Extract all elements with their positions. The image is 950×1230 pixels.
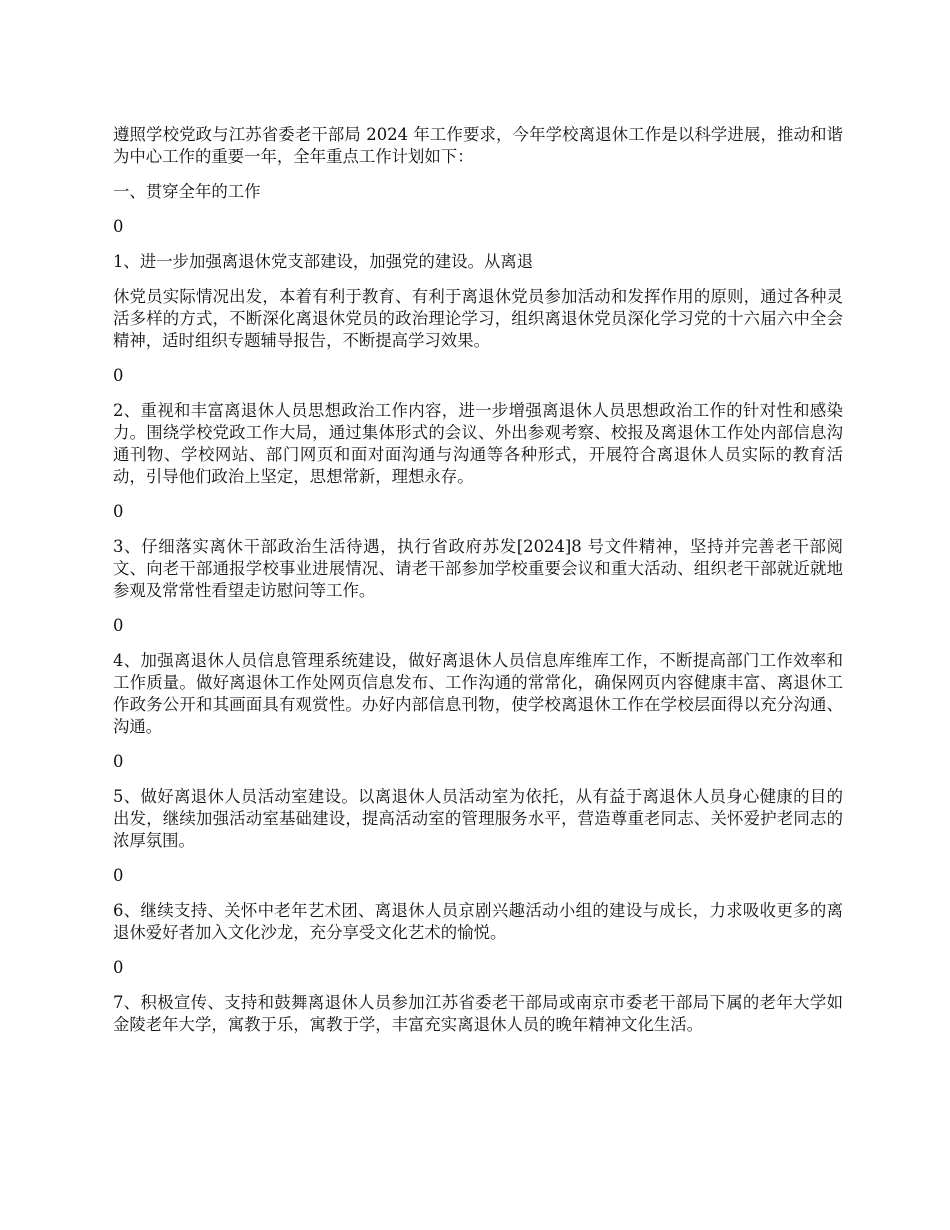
separator-zero: 0 [113, 217, 124, 236]
separator-zero: 0 [113, 866, 124, 885]
intro-paragraph: 遵照学校党政与江苏省委老干部局 2024 年工作要求，今年学校离退休工作是以科学进展，推动和谐为中心工作的重要一年，全年重点工作计划如下： [113, 125, 843, 166]
section-heading: 一、贯穿全年的工作 [113, 182, 261, 201]
item-6-paragraph: 6、继续支持、关怀中老年艺术团、离退休人员京剧兴趣活动小组的建设与成长，力求吸收更多的离退休爱好者加入文化沙龙，充分享受文化艺术的愉悦。 [113, 901, 843, 942]
separator-zero: 0 [113, 752, 124, 771]
separator-zero: 0 [113, 366, 124, 385]
item-1-body: 休党员实际情况出发，本着有利于教育、有利于离退休党员参加活动和发挥作用的原则，通过各种灵活多样的方式，不断深化离退休党员的政治理论学习，组织离退休党员深化学习党的十六届六中全会精神，适时组织专题辅导报告，不断提高学习效果。 [113, 287, 843, 350]
separator-zero: 0 [113, 616, 124, 635]
item-7-paragraph: 7、积极宣传、支持和鼓舞离退休人员参加江苏省委老干部局或南京市委老干部局下属的老年大学如金陵老年大学，寓教于乐，寓教于学，丰富充实离退休人员的晚年精神文化生活。 [113, 993, 843, 1034]
separator-zero: 0 [113, 958, 124, 977]
document-body [113, 124, 843, 1049]
item-1-heading: 1、进一步加强离退休党支部建设，加强党的建设。从离退 [113, 252, 534, 271]
item-3-paragraph: 3、仔细落实离休干部政治生活待遇，执行省政府苏发[2024]8 号文件精神，坚持并完善老干部阅文、向老干部通报学校事业进展情况、请老干部参加学校重要会议和重大活动、组织老干部就近就地参观及常常性看望走访慰问等工作。 [113, 537, 843, 600]
item-5-paragraph: 5、做好离退休人员活动室建设。以离退休人员活动室为依托，从有益于离退休人员身心健康的目的出发，继续加强活动室基础建设，提高活动室的管理服务水平，营造尊重老同志、关怀爱护老同志的浓厚氛围。 [113, 787, 843, 850]
separator-zero: 0 [113, 502, 124, 521]
item-4-paragraph: 4、加强离退休人员信息管理系统建设，做好离退休人员信息库维库工作，不断提高部门工作效率和工作质量。做好离退休工作处网页信息发布、工作沟通的常常化，确保网页内容健康丰富、离退休工作政务公开和其画面具有观赏性。办好内部信息刊物，使学校离退休工作在学校层面得以充分沟通、沟通。 [113, 651, 843, 736]
item-2-paragraph: 2、重视和丰富离退休人员思想政治工作内容，进一步增强离退休人员思想政治工作的针对性和感染力。围绕学校党政工作大局，通过集体形式的会议、外出参观考察、校报及离退休工作处内部信息沟通刊物、学校网站、部门网页和面对面沟通与沟通等各种形式，开展符合离退休人员实际的教育活动，引导他们政治上坚定，思想常新，理想永存。 [113, 401, 843, 486]
